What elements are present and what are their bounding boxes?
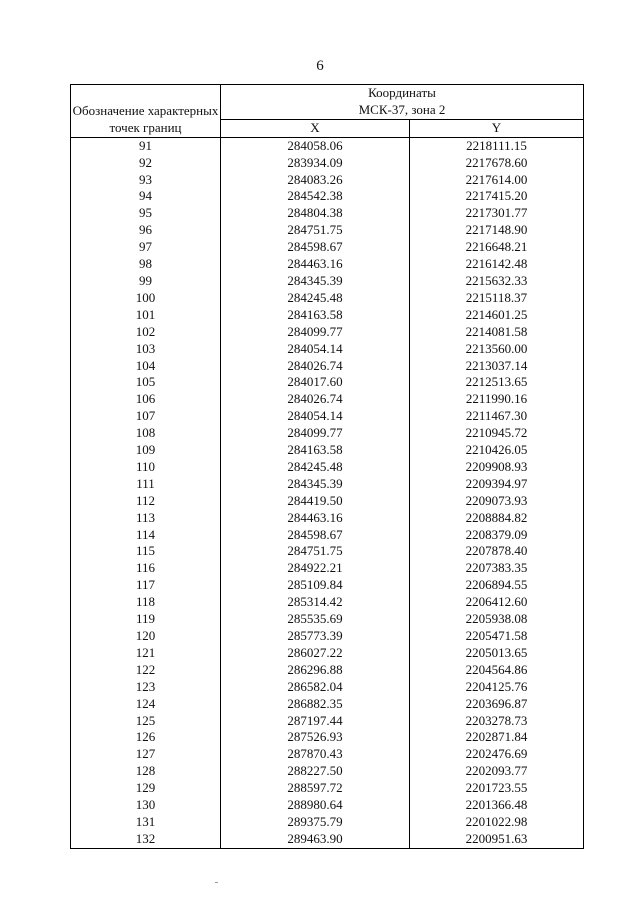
header-coordinates-title: Координаты xyxy=(368,85,436,100)
table-row xyxy=(71,341,584,358)
x-coordinate-cell: 284058.06 xyxy=(221,137,410,154)
x-coordinate-cell: 289375.79 xyxy=(221,814,410,831)
y-coordinate-cell: 2207383.35 xyxy=(410,560,584,577)
point-number-cell: 112 xyxy=(71,493,221,510)
point-number-cell: 104 xyxy=(71,358,221,375)
y-coordinate-cell: 2202093.77 xyxy=(410,763,584,780)
x-coordinate-cell: 285314.42 xyxy=(221,594,410,611)
x-coordinate-cell: 286882.35 xyxy=(221,696,410,713)
table-row xyxy=(71,391,584,408)
x-coordinate-cell: 284245.48 xyxy=(221,290,410,307)
page-number: 6 xyxy=(316,58,324,74)
x-coordinate-cell: 284751.75 xyxy=(221,222,410,239)
x-coordinate-cell: 284542.38 xyxy=(221,188,410,205)
header-coordinate-system: МСК-37, зона 2 xyxy=(358,101,446,117)
point-number-cell: 105 xyxy=(71,374,221,391)
x-coordinate-cell: 287526.93 xyxy=(221,729,410,746)
point-number-cell: 122 xyxy=(71,662,221,679)
header-y: Y xyxy=(410,119,584,137)
table-row xyxy=(71,172,584,189)
x-coordinate-cell: 284054.14 xyxy=(221,408,410,425)
table-row xyxy=(71,527,584,544)
y-coordinate-cell: 2217301.77 xyxy=(410,205,584,222)
table-row xyxy=(71,510,584,527)
y-coordinate-cell: 2201723.55 xyxy=(410,780,584,797)
y-coordinate-cell: 2218111.15 xyxy=(410,137,584,154)
table-row xyxy=(71,611,584,628)
table-row xyxy=(71,222,584,239)
point-number-cell: 107 xyxy=(71,408,221,425)
x-coordinate-cell: 284026.74 xyxy=(221,391,410,408)
y-coordinate-cell: 2217678.60 xyxy=(410,155,584,172)
point-number-cell: 127 xyxy=(71,746,221,763)
table-row xyxy=(71,628,584,645)
table-row xyxy=(71,814,584,831)
y-coordinate-cell: 2217614.00 xyxy=(410,172,584,189)
table-body xyxy=(71,137,584,848)
point-number-cell: 123 xyxy=(71,679,221,696)
x-coordinate-cell: 288227.50 xyxy=(221,763,410,780)
point-number-cell: 95 xyxy=(71,205,221,222)
x-coordinate-cell: 284245.48 xyxy=(221,459,410,476)
table-row xyxy=(71,594,584,611)
y-coordinate-cell: 2203278.73 xyxy=(410,713,584,730)
y-coordinate-cell: 2202476.69 xyxy=(410,746,584,763)
table-row xyxy=(71,476,584,493)
x-coordinate-cell: 284751.75 xyxy=(221,543,410,560)
point-number-cell: 97 xyxy=(71,239,221,256)
x-coordinate-cell: 286027.22 xyxy=(221,645,410,662)
table-row xyxy=(71,577,584,594)
y-coordinate-cell: 2217148.90 xyxy=(410,222,584,239)
x-coordinate-cell: 288980.64 xyxy=(221,797,410,814)
point-number-cell: 118 xyxy=(71,594,221,611)
scan-artifact xyxy=(215,882,218,883)
x-coordinate-cell: 286582.04 xyxy=(221,679,410,696)
x-coordinate-cell: 284163.58 xyxy=(221,442,410,459)
x-coordinate-cell: 284598.67 xyxy=(221,239,410,256)
table-row xyxy=(71,137,584,154)
y-coordinate-cell: 2216142.48 xyxy=(410,256,584,273)
point-number-cell: 92 xyxy=(71,155,221,172)
point-number-cell: 96 xyxy=(71,222,221,239)
y-coordinate-cell: 2211990.16 xyxy=(410,391,584,408)
y-coordinate-cell: 2201366.48 xyxy=(410,797,584,814)
point-number-cell: 110 xyxy=(71,459,221,476)
x-coordinate-cell: 284099.77 xyxy=(221,324,410,341)
x-coordinate-cell: 284419.50 xyxy=(221,493,410,510)
point-number-cell: 103 xyxy=(71,341,221,358)
y-coordinate-cell: 2209073.93 xyxy=(410,493,584,510)
table-row xyxy=(71,442,584,459)
table-row xyxy=(71,713,584,730)
table-row xyxy=(71,729,584,746)
table-row xyxy=(71,205,584,222)
x-coordinate-cell: 283934.09 xyxy=(221,155,410,172)
x-coordinate-cell: 284083.26 xyxy=(221,172,410,189)
x-coordinate-cell: 289463.90 xyxy=(221,831,410,848)
y-coordinate-cell: 2205938.08 xyxy=(410,611,584,628)
table-row xyxy=(71,780,584,797)
point-number-cell: 129 xyxy=(71,780,221,797)
point-number-cell: 98 xyxy=(71,256,221,273)
x-coordinate-cell: 286296.88 xyxy=(221,662,410,679)
point-number-cell: 120 xyxy=(71,628,221,645)
y-coordinate-cell: 2213560.00 xyxy=(410,341,584,358)
y-coordinate-cell: 2214081.58 xyxy=(410,324,584,341)
table-row xyxy=(71,831,584,848)
table-row xyxy=(71,290,584,307)
table-row xyxy=(71,273,584,290)
x-coordinate-cell: 287870.43 xyxy=(221,746,410,763)
table-header xyxy=(71,85,584,138)
table-row xyxy=(71,696,584,713)
point-number-cell: 124 xyxy=(71,696,221,713)
point-number-cell: 93 xyxy=(71,172,221,189)
header-x: X xyxy=(221,119,410,137)
point-number-cell: 114 xyxy=(71,527,221,544)
point-number-cell: 113 xyxy=(71,510,221,527)
point-number-cell: 126 xyxy=(71,729,221,746)
y-coordinate-cell: 2211467.30 xyxy=(410,408,584,425)
y-coordinate-cell: 2205013.65 xyxy=(410,645,584,662)
table-row xyxy=(71,239,584,256)
y-coordinate-cell: 2207878.40 xyxy=(410,543,584,560)
table-row xyxy=(71,155,584,172)
table-row xyxy=(71,662,584,679)
x-coordinate-cell: 284099.77 xyxy=(221,425,410,442)
x-coordinate-cell: 284345.39 xyxy=(221,476,410,493)
table-row xyxy=(71,256,584,273)
x-coordinate-cell: 288597.72 xyxy=(221,780,410,797)
x-coordinate-cell: 284598.67 xyxy=(221,527,410,544)
x-coordinate-cell: 287197.44 xyxy=(221,713,410,730)
point-number-cell: 108 xyxy=(71,425,221,442)
table-row xyxy=(71,797,584,814)
x-coordinate-cell: 284054.14 xyxy=(221,341,410,358)
table-row xyxy=(71,425,584,442)
point-number-cell: 109 xyxy=(71,442,221,459)
y-coordinate-cell: 2208884.82 xyxy=(410,510,584,527)
point-number-cell: 128 xyxy=(71,763,221,780)
y-coordinate-cell: 2202871.84 xyxy=(410,729,584,746)
point-number-cell: 106 xyxy=(71,391,221,408)
y-coordinate-cell: 2201022.98 xyxy=(410,814,584,831)
y-coordinate-cell: 2215118.37 xyxy=(410,290,584,307)
y-coordinate-cell: 2215632.33 xyxy=(410,273,584,290)
table-row xyxy=(71,408,584,425)
table-row xyxy=(71,374,584,391)
x-coordinate-cell: 284017.60 xyxy=(221,374,410,391)
y-coordinate-cell: 2204564.86 xyxy=(410,662,584,679)
point-number-cell: 121 xyxy=(71,645,221,662)
point-number-cell: 116 xyxy=(71,560,221,577)
point-number-cell: 117 xyxy=(71,577,221,594)
y-coordinate-cell: 2216648.21 xyxy=(410,239,584,256)
y-coordinate-cell: 2203696.87 xyxy=(410,696,584,713)
y-coordinate-cell: 2206894.55 xyxy=(410,577,584,594)
x-coordinate-cell: 284804.38 xyxy=(221,205,410,222)
table-row xyxy=(71,746,584,763)
y-coordinate-cell: 2209394.97 xyxy=(410,476,584,493)
x-coordinate-cell: 284463.16 xyxy=(221,256,410,273)
coordinates-table xyxy=(70,84,584,849)
point-number-cell: 132 xyxy=(71,831,221,848)
point-number-cell: 94 xyxy=(71,188,221,205)
x-coordinate-cell: 285773.39 xyxy=(221,628,410,645)
y-coordinate-cell: 2205471.58 xyxy=(410,628,584,645)
x-coordinate-cell: 285535.69 xyxy=(221,611,410,628)
y-coordinate-cell: 2209908.93 xyxy=(410,459,584,476)
table-row xyxy=(71,560,584,577)
y-coordinate-cell: 2217415.20 xyxy=(410,188,584,205)
point-number-cell: 115 xyxy=(71,543,221,560)
x-coordinate-cell: 284463.16 xyxy=(221,510,410,527)
point-number-cell: 119 xyxy=(71,611,221,628)
x-coordinate-cell: 284345.39 xyxy=(221,273,410,290)
header-coordinates xyxy=(221,85,584,120)
y-coordinate-cell: 2208379.09 xyxy=(410,527,584,544)
table-row xyxy=(71,543,584,560)
point-number-cell: 99 xyxy=(71,273,221,290)
table-row xyxy=(71,188,584,205)
table-row xyxy=(71,493,584,510)
header-point-designation: Обозначение характерных точек границ xyxy=(71,85,221,138)
x-coordinate-cell: 285109.84 xyxy=(221,577,410,594)
table-row xyxy=(71,358,584,375)
y-coordinate-cell: 2213037.14 xyxy=(410,358,584,375)
point-number-cell: 102 xyxy=(71,324,221,341)
y-coordinate-cell: 2200951.63 xyxy=(410,831,584,848)
point-number-cell: 91 xyxy=(71,137,221,154)
y-coordinate-cell: 2214601.25 xyxy=(410,307,584,324)
y-coordinate-cell: 2210945.72 xyxy=(410,425,584,442)
y-coordinate-cell: 2210426.05 xyxy=(410,442,584,459)
point-number-cell: 111 xyxy=(71,476,221,493)
point-number-cell: 125 xyxy=(71,713,221,730)
y-coordinate-cell: 2212513.65 xyxy=(410,374,584,391)
y-coordinate-cell: 2204125.76 xyxy=(410,679,584,696)
table-row xyxy=(71,307,584,324)
point-number-cell: 131 xyxy=(71,814,221,831)
point-number-cell: 101 xyxy=(71,307,221,324)
point-number-cell: 130 xyxy=(71,797,221,814)
x-coordinate-cell: 284026.74 xyxy=(221,358,410,375)
table-row xyxy=(71,324,584,341)
x-coordinate-cell: 284163.58 xyxy=(221,307,410,324)
point-number-cell: 100 xyxy=(71,290,221,307)
table-row xyxy=(71,645,584,662)
y-coordinate-cell: 2206412.60 xyxy=(410,594,584,611)
x-coordinate-cell: 284922.21 xyxy=(221,560,410,577)
table-row xyxy=(71,679,584,696)
table-row xyxy=(71,459,584,476)
table-row xyxy=(71,763,584,780)
